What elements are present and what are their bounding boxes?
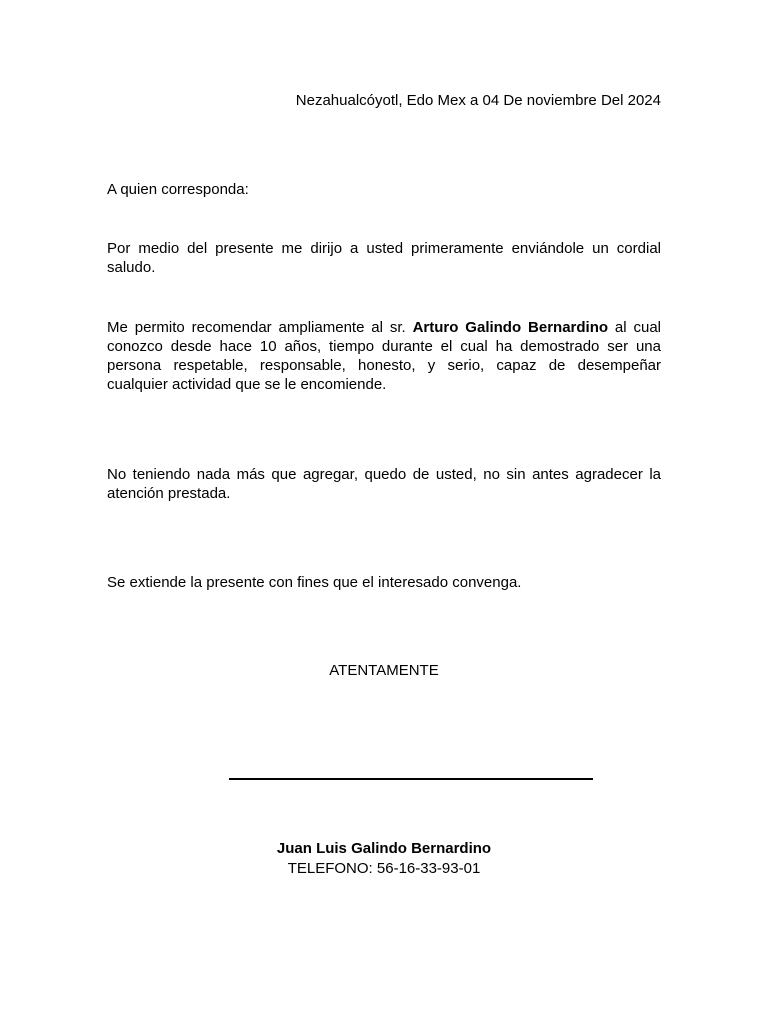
paragraph-closing-thanks: No teniendo nada más que agregar, quedo de usted, no sin antes agradecer la atención prestada. <box>107 466 661 502</box>
recommended-person-name: Arturo Galindo Bernardino <box>412 319 609 336</box>
signer-phone: TELEFONO: 56-16-33-93-01 <box>287 860 481 877</box>
signature-line <box>229 778 593 780</box>
date-line: Nezahualcóyotl, Edo Mex a 04 De noviembre Del 2024 <box>295 92 661 109</box>
signer-name <box>0 839 768 858</box>
signer-name-text: Juan Luis Galindo Bernardino <box>276 840 492 857</box>
paragraph-recommendation <box>107 318 661 394</box>
paragraph-greeting: Por medio del presente me dirijo a usted primeramente enviándole un cordial saludo. <box>107 240 661 276</box>
recommendation-body: al cual conozco desde hace 10 años, tiempo durante el cual ha demostrado ser una persona respetable, responsable, honesto, y serio, capaz de desempeñar cualquier actividad que se le encomiende. <box>107 319 661 393</box>
salutation: A quien corresponda: <box>107 181 249 198</box>
paragraph-purpose: Se extiende la presente con fines que el interesado convenga. <box>107 574 522 591</box>
closing-word: ATENTAMENTE <box>329 662 439 679</box>
recommendation-intro: Me permito recomendar ampliamente al sr. <box>107 319 413 336</box>
